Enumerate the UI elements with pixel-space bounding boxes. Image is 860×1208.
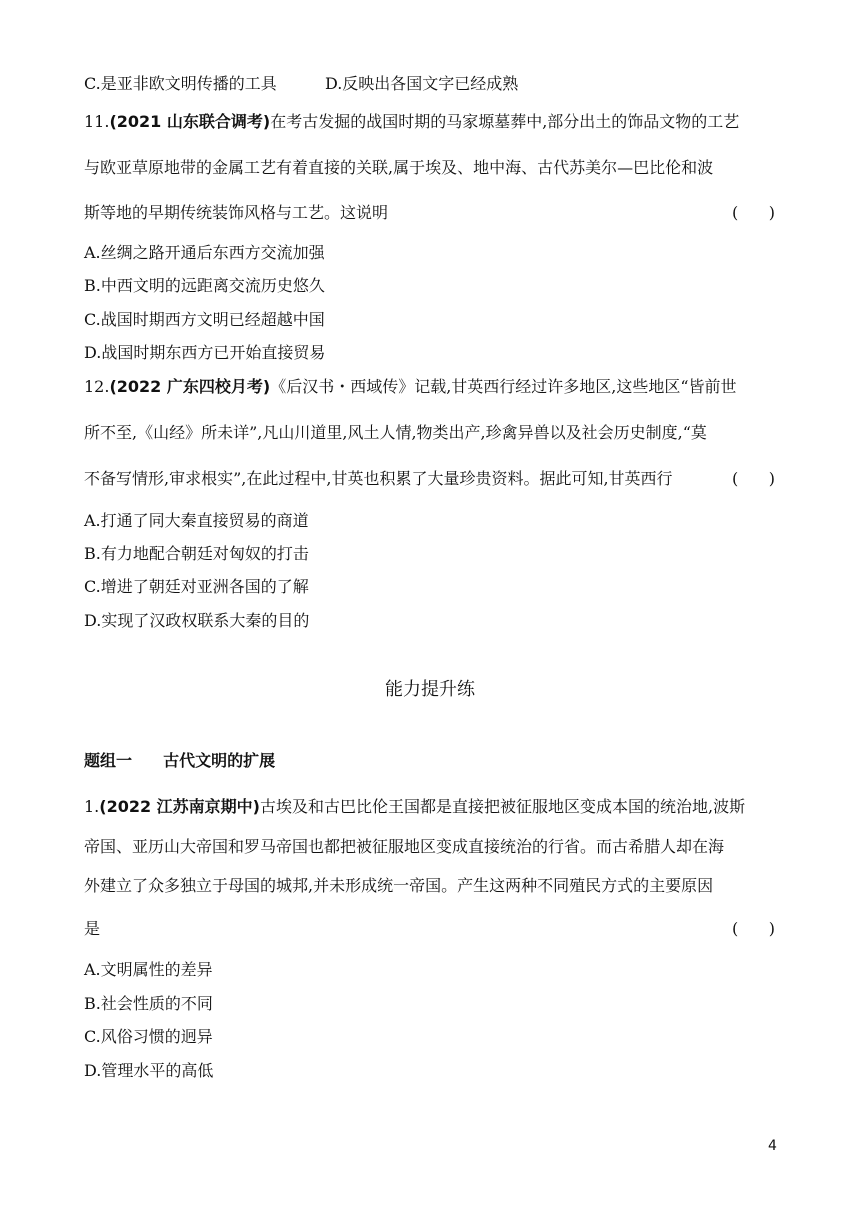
- option-a: A.文明属性的差异: [84, 960, 213, 979]
- option-c: C.是亚非欧文明传播的工具: [84, 74, 277, 93]
- option-d: D.实现了汉政权联系大秦的目的: [84, 611, 310, 630]
- question-1-line-4: 是: [84, 919, 101, 938]
- question-1-line-1: [84, 797, 745, 817]
- question-11-line-1: [84, 112, 739, 132]
- option-a: A.丝绸之路开通后东西方交流加强: [84, 243, 325, 262]
- question-text: 在考古发掘的战国时期的马家塬墓葬中,部分出土的饰品文物的工艺: [270, 112, 740, 131]
- option-c: C.风俗习惯的迥异: [84, 1027, 213, 1046]
- answer-blank: ( ): [732, 469, 775, 488]
- question-11-line-2: 与欧亚草原地带的金属工艺有着直接的关联,属于埃及、地中海、古代苏美尔—巴比伦和波: [84, 158, 714, 177]
- question-source: (2021 山东联合调考): [109, 112, 271, 131]
- option-b: B.有力地配合朝廷对匈奴的打击: [84, 544, 309, 563]
- question-12-line-1: [84, 377, 737, 397]
- question-12-line-3: 不备写情形,审求根实”,在此过程中,甘英也积累了大量珍贵资料。据此可知,甘英西行: [84, 469, 673, 488]
- option-b: B.中西文明的远距离交流历史悠久: [84, 276, 325, 295]
- option-d: D.管理水平的高低: [84, 1061, 214, 1080]
- section-title: 能力提升练: [385, 679, 475, 700]
- option-d: D.战国时期东西方已开始直接贸易: [84, 343, 326, 362]
- option-c: C.战国时期西方文明已经超越中国: [84, 310, 325, 329]
- question-text: 《后汉书・西域传》记载,甘英西行经过许多地区,这些地区“皆前世: [270, 377, 737, 396]
- option-b: B.社会性质的不同: [84, 994, 213, 1013]
- option-c: C.增进了朝廷对亚洲各国的了解: [84, 577, 309, 596]
- question-number: 11.: [84, 112, 110, 131]
- group-title: 古代文明的扩展: [163, 751, 276, 770]
- group-heading: [84, 751, 275, 771]
- answer-blank: ( ): [732, 203, 775, 222]
- question-11-line-3: 斯等地的早期传统装饰风格与工艺。这说明: [84, 203, 389, 222]
- option-line: [84, 74, 518, 94]
- page-number: 4: [768, 1138, 777, 1154]
- option-d: D.反映出各国文字已经成熟: [324, 74, 519, 93]
- question-12-line-2: 所不至,《山经》所未详”,凡山川道里,风土人情,物类出产,珍禽异兽以及社会历史制度,“莫: [84, 423, 707, 442]
- question-source: (2022 广东四校月考): [109, 377, 271, 396]
- question-number: 1.: [84, 797, 100, 816]
- answer-blank: ( ): [732, 919, 775, 938]
- question-1-line-2: 帝国、亚历山大帝国和罗马帝国也都把被征服地区变成直接统治的行省。而古希腊人却在海: [84, 837, 725, 856]
- question-1-line-3: 外建立了众多独立于母国的城邦,并未形成统一帝国。产生这两种不同殖民方式的主要原因: [84, 876, 714, 895]
- group-label: 题组一: [84, 751, 133, 770]
- question-text: 古埃及和古巴比伦王国都是直接把被征服地区变成本国的统治地,波斯: [260, 797, 746, 816]
- question-source: (2022 江苏南京期中): [99, 797, 260, 816]
- question-number: 12.: [84, 377, 110, 396]
- option-a: A.打通了同大秦直接贸易的商道: [84, 511, 309, 530]
